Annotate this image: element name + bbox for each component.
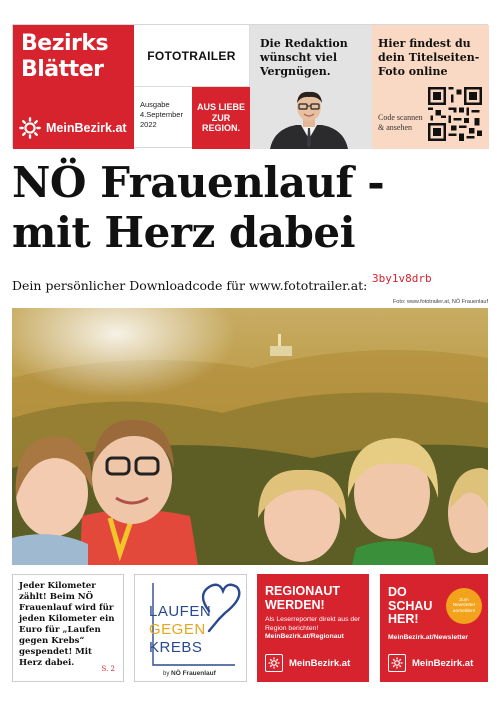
bezirksblaetter-logo[interactable] — [13, 25, 134, 149]
lgk-line-3: KREBS — [149, 639, 203, 656]
qr-headline: Hier findest du dein Titelseiten-Foto online — [378, 37, 480, 78]
slogan-box — [192, 87, 250, 149]
cover-photo[interactable] — [12, 308, 488, 565]
logo-line-2: Blätter — [21, 57, 104, 82]
brand-name: MeinBezirk.at — [412, 657, 474, 669]
editor-portrait — [268, 87, 350, 149]
headline: NÖ Frauenlauf - mit Herz dabei — [12, 158, 385, 257]
logo-brand — [19, 117, 127, 139]
regionaut-subtitle: Als Leserreporter direkt aus der Region berichten! — [265, 616, 361, 632]
lgk-line-2: GEGEN — [149, 621, 206, 638]
regionaut-title: REGIONAUT WERDEN! — [265, 584, 340, 612]
issue-label: Ausgabe — [140, 100, 170, 109]
newsletter-box[interactable] — [380, 574, 488, 682]
teaser-box[interactable] — [12, 574, 124, 682]
photo-credit: Foto: www.fototrailer.at, NÖ Frauenlauf — [392, 299, 488, 305]
logo-title — [21, 31, 126, 83]
sun-icon — [391, 657, 403, 669]
lgk-line-1: LAUFEN — [149, 603, 212, 620]
masthead — [12, 24, 488, 148]
issue-info — [134, 87, 192, 149]
teaser-page-ref: S. 2 — [101, 665, 115, 673]
newsletter-title: DO SCHAU HER! — [388, 585, 433, 626]
editorial-text: Die Redaktion wünscht viel Vergnügen. — [260, 37, 348, 78]
section-label — [134, 25, 250, 87]
sun-icon — [268, 657, 280, 669]
download-instruction: Dein persönlicher Downloadcode für www.fototrailer.at: — [12, 278, 368, 293]
qr-instruction: Code scannen & ansehen — [378, 113, 423, 132]
brand-logo-icon — [265, 654, 283, 672]
qr-code-icon[interactable] — [428, 87, 482, 141]
lgk-by-label: by — [163, 671, 170, 677]
sun-icon — [19, 117, 41, 139]
laufen-gegen-krebs-box[interactable] — [134, 574, 247, 682]
section-title: FOTOTRAILER — [147, 48, 236, 63]
brand-name: MeinBezirk.at — [46, 121, 127, 135]
newsletter-badge[interactable] — [446, 588, 482, 624]
brand-name: MeinBezirk.at — [289, 657, 351, 669]
regionaut-brand — [265, 654, 350, 672]
editorial-box — [250, 25, 372, 149]
download-code[interactable]: 3by1v8drb — [372, 272, 432, 285]
issue-date: 4.September 2022 — [140, 110, 183, 129]
qr-box — [372, 25, 489, 149]
logo-line-1: Bezirks — [21, 31, 109, 56]
newsletter-brand — [388, 654, 473, 672]
regionaut-link[interactable]: MeinBezirk.at/Regionaut — [265, 633, 344, 640]
brand-logo-icon — [388, 654, 406, 672]
teaser-text: Jeder Kilometer zählt! Beim NÖ Frauenlauf wird für jeden Kilometer ein Euro für „Laufen gegen Krebs“ gespendet! Mit Herz dabei. — [19, 581, 115, 668]
lgk-org-name: NÖ Frauenlauf — [171, 670, 216, 677]
slogan-text: AUS LIEBE ZUR REGION. — [196, 102, 245, 134]
newsletter-badge-text: Zum Newsletter anmelden! — [452, 597, 476, 614]
lgk-organizer — [163, 670, 216, 677]
regionaut-box[interactable] — [257, 574, 369, 682]
newsletter-link[interactable]: MeinBezirk.at/Newsletter — [388, 633, 469, 641]
